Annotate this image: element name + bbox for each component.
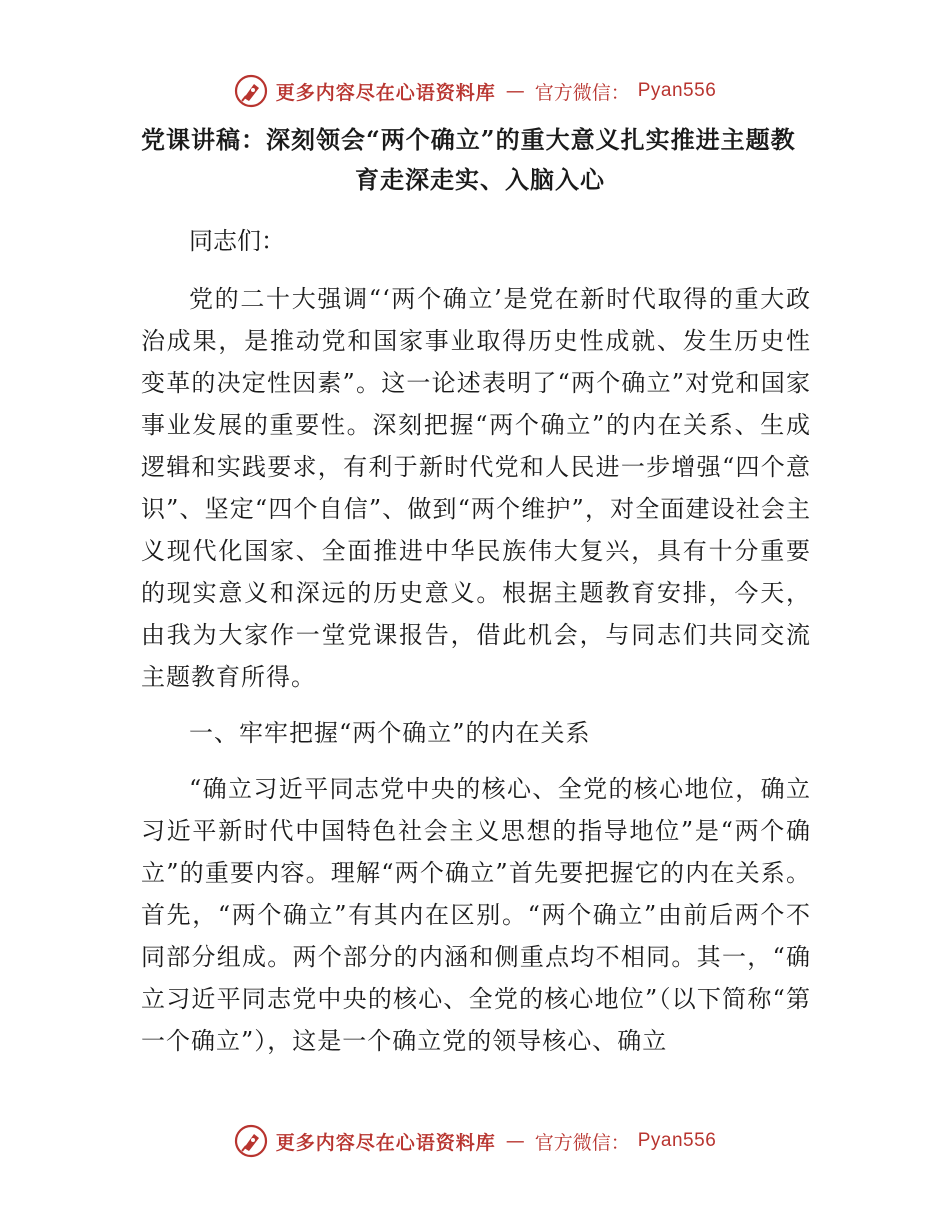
watermark-wechat-label: 官方微信： xyxy=(534,1131,630,1154)
section-heading-1: 一、牢牢把握“两个确立”的内在关系 xyxy=(189,719,591,747)
pen-nib-logo-icon xyxy=(234,1124,268,1158)
title-line-1: 党课讲稿：深刻领会“两个确立”的重大意义扎实推进主题教 xyxy=(141,125,796,154)
watermark-dash: — xyxy=(505,80,525,102)
pen-nib-logo-icon xyxy=(234,74,268,108)
document-title xyxy=(141,120,811,200)
watermark-handle: Pyan556 xyxy=(637,80,717,101)
watermark-main-text: 更多内容尽在心语资料库 xyxy=(275,81,496,104)
title-line-2: 育走深走实、入脑入心 xyxy=(355,165,605,194)
watermark-handle: Pyan556 xyxy=(637,1130,717,1151)
watermark-footer xyxy=(0,1121,950,1161)
watermark-wechat-label: 官方微信： xyxy=(534,81,630,104)
paragraph-1: 党的二十大强调“‘两个确立’是党在新时代取得的重大政治成果，是推动党和国家事业取得历史性成就、发生历史性变革的决定性因素”。这一论述表明了“两个确立”对党和国家事业发展的重要性。深刻把握“两个确立”的内在关系、生成逻辑和实践要求，有利于新时代党和人民进一步增强“四个意识”、坚定“四个自信”、做到“两个维护”，对全面建设社会主义现代化国家、全面推进中华民族伟大复兴，具有十分重要的现实意义和深远的历史意义。根据主题教育安排，今天，由我为大家作一堂党课报告，借此机会，与同志们共同交流主题教育所得。 xyxy=(141,285,811,691)
document-body xyxy=(141,120,811,1062)
salutation: 同志们： xyxy=(189,227,285,255)
watermark-main-text: 更多内容尽在心语资料库 xyxy=(275,1131,496,1154)
watermark-dash: — xyxy=(505,1130,525,1152)
paragraph-2: “确立习近平同志党中央的核心、全党的核心地位，确立习近平新时代中国特色社会主义思想的指导地位”是“两个确立”的重要内容。理解“两个确立”首先要把握它的内在关系。首先，“两个确立”有其内在区别。“两个确立”由前后两个不同部分组成。两个部分的内涵和侧重点均不相同。其一，“确立习近平同志党中央的核心、全党的核心地位”（以下简称“第一个确立”），这是一个确立党的领导核心、确立 xyxy=(141,775,811,1055)
watermark-header xyxy=(0,71,950,111)
